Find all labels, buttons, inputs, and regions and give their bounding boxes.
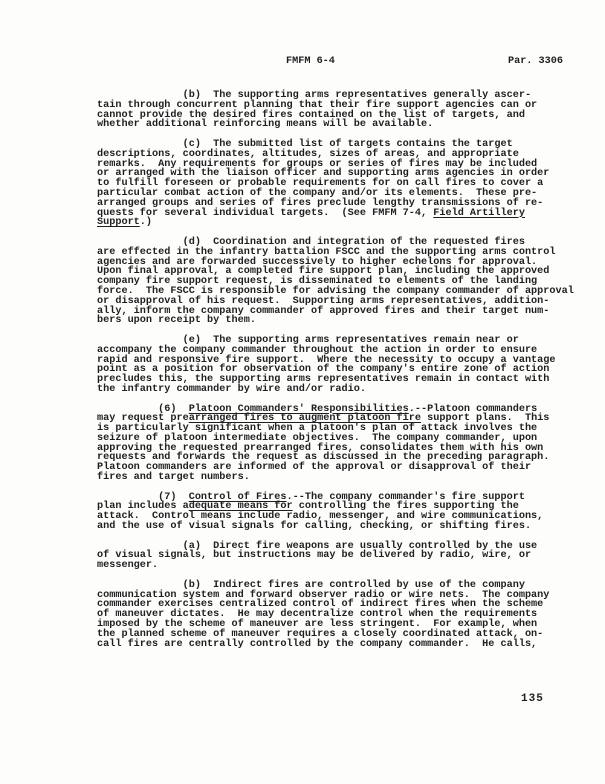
para-b-supporting-arms bbox=[97, 91, 592, 130]
para-c-list-of-targets bbox=[97, 140, 592, 228]
text-line: whether additional reinforcing means will be available. bbox=[97, 119, 434, 131]
text-line: communication system and forward observer radio or wire nets. The company bbox=[97, 589, 550, 601]
page-number: 135 bbox=[521, 693, 544, 705]
text-line: remarks. Any requirements for groups or series of fires may be included bbox=[97, 158, 538, 170]
text-line: (e) The supporting arms representatives remain near or bbox=[97, 334, 519, 346]
header-par-number: Par. 3306 bbox=[507, 56, 563, 67]
text-line: plan includes adequate means for controlling the fires supporting the bbox=[97, 501, 519, 513]
para-7-control-of-fires bbox=[97, 493, 592, 532]
text-line: ally, inform the company commander of approved fires and their target num- bbox=[97, 305, 550, 317]
text-line: are effected in the infantry battalion FSCC and the supporting arms control bbox=[97, 246, 556, 258]
text-line: of visual signals, but instructions may be delivered by radio, wire, or bbox=[97, 550, 532, 562]
text-line: Support.) bbox=[97, 217, 153, 229]
text-line: the planned scheme of maneuver requires a closely coordinated attack, on- bbox=[97, 628, 544, 640]
text-line: fires and target numbers. bbox=[97, 472, 250, 484]
text-line: arranged groups and series of fires preclude lengthy transmissions of re- bbox=[97, 197, 544, 209]
text-line: descriptions, coordinates, altitudes, sizes of areas, and appropriate bbox=[97, 148, 519, 160]
text-line: may request prearranged fires to augment platoon fire support plans. This bbox=[97, 413, 550, 425]
text-line: (d) Coordination and integration of the requested fires bbox=[97, 236, 525, 248]
text-line: Upon final approval, a completed fire support plan, including the approved bbox=[97, 266, 550, 278]
text-line: Platoon commanders are informed of the approval or disapproval of their bbox=[97, 462, 532, 474]
para-a-direct-fire-weapons bbox=[97, 542, 592, 571]
text-line: call fires are centrally controlled by the company commander. He calls, bbox=[97, 638, 538, 650]
para-6-platoon-commanders-responsibilities bbox=[97, 405, 592, 483]
text-line: requests and forwards the request as discussed in the preceding paragraph. bbox=[97, 452, 550, 464]
text-line: rapid and responsive fire support. Where the necessity to occupy a vantage bbox=[97, 354, 556, 366]
text-line: the infantry commander by wire and/or radio. bbox=[97, 383, 366, 395]
text-line: tain through concurrent planning that their fire support agencies can or bbox=[97, 99, 538, 111]
text-line: attack. Control means include radio, messenger, and wire communications, bbox=[97, 511, 544, 523]
text-line: force. The FSCC is responsible for advising the company commander of approval bbox=[97, 285, 574, 297]
text-line: is particularly significant when a platoon's plan of attack involves the bbox=[97, 423, 538, 435]
text-line: company fire support request, is disseminated to elements of the landing bbox=[97, 276, 538, 288]
text-line: commander exercises centralized control of indirect fires when the scheme bbox=[97, 599, 544, 611]
page-header bbox=[0, 56, 605, 68]
header-doc-number: FMFM 6-4 bbox=[286, 56, 335, 67]
text-line: (a) Direct fire weapons are usually controlled by the use bbox=[97, 540, 538, 552]
text-line: seizure of platoon intermediate objectives. The company commander, upon bbox=[97, 432, 538, 444]
text-line: (6) Platoon Commanders' Responsibilities.--Platoon commanders bbox=[97, 403, 538, 415]
text-line: particular combat action of the company and/or its elements. These pre- bbox=[97, 187, 538, 199]
text-line: cannot provide the desired fires contained on the list of targets, and bbox=[97, 109, 525, 121]
text-line: precludes this, the supporting arms representatives remain in contact with bbox=[97, 374, 550, 386]
para-b-indirect-fires bbox=[97, 581, 592, 650]
para-d-coordination-integration bbox=[97, 238, 592, 326]
text-line: (c) The submitted list of targets contains the target bbox=[97, 138, 513, 150]
para-e-representatives-remain bbox=[97, 336, 592, 395]
text-line: (b) The supporting arms representatives generally ascer- bbox=[97, 90, 532, 101]
text-line: or disapproval of his request. Supporting arms representatives, addition- bbox=[97, 295, 550, 307]
text-line: or arranged with the liaison officer and supporting arms agencies in order bbox=[97, 168, 550, 180]
text-line: approving the requested prearranged fires, consolidates them with his own bbox=[97, 442, 544, 454]
text-line: and the use of visual signals for calling, checking, or shifting fires. bbox=[97, 521, 532, 533]
text-line: imposed by the scheme of maneuver are less stringent. For example, when bbox=[97, 619, 538, 631]
text-line: (7) Control of Fires.--The company commander's fire support bbox=[97, 491, 525, 503]
text-line: quests for several individual targets. (See FMFM 7-4, Field Artillery bbox=[97, 207, 525, 219]
text-line: accompany the company commander throughout the action in order to ensure bbox=[97, 344, 538, 356]
text-line: (b) Indirect fires are controlled by use of the company bbox=[97, 579, 525, 591]
text-line: bers upon receipt by them. bbox=[97, 315, 256, 327]
document-body bbox=[97, 91, 592, 659]
text-line: agencies and are forwarded successively to higher echelons for approval. bbox=[97, 256, 538, 268]
text-line: messenger. bbox=[97, 560, 159, 572]
text-line: point as a position for observation of the company's entire zone of action bbox=[97, 364, 550, 376]
text-line: to fulfill foreseen or probable requirements for on call fires to cover a bbox=[97, 178, 544, 190]
text-line: of maneuver dictates. He may decentralize control when the requirements bbox=[97, 609, 538, 621]
